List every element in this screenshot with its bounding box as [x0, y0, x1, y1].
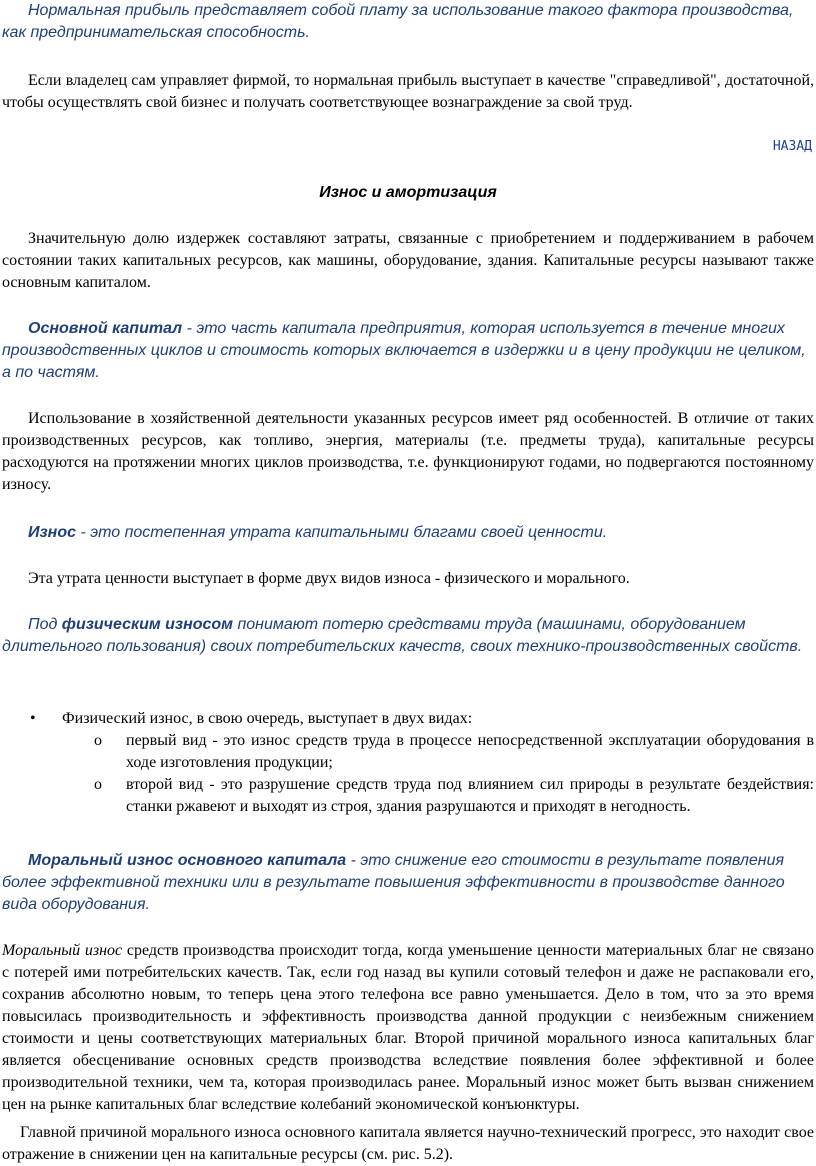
physical-wear-term: физическим износом	[61, 616, 234, 633]
wear-definition: Износ - это постепенная утрата капитальными благами своей ценности.	[28, 524, 608, 541]
section-heading: Износ и амортизация	[319, 184, 497, 201]
paragraph-two-kinds: Эта утрата ценности выступает в форме двух видов износа - физического и морального.	[28, 570, 630, 587]
physical-wear-definition: Под физическим износом понимают потерю средствами труда (машинами, оборудованием длительного пользования) своих потребительских качеств, своих технико-производственных свойств.	[2, 616, 803, 655]
paragraph-capital-costs: Значительную долю издержек составляют затраты, связанные с приобретением и поддерживанием в рабочем состоянии таких капитальных ресурсов, как машины, оборудование, здания. Капитальные ресурсы называют также основным капиталом.	[2, 230, 814, 291]
paragraph-moral-wear: Моральный износ средств производства происходит тогда, когда уменьшение ценности материальных благ не связано с потерей ими потребительских качеств. Так, если год назад вы купили сотовый телефон и даже не распаковали его, сохранив абсолютно новым, то теперь цена этого телефона все равно уменьшается. Дело в том, что за это время повысилась производительность и эффективность производства данной продукции с неизбежным снижением стоимости и цены соответствующих материальных благ. Второй причиной морального износа капитальных благ является обесценивание основных средств производства вследствие появления более эффективной и более производительной техники, чем та, которая производилась ранее. Моральный износ может быть вызван снижением цен на рынке капитальных благ вследствие колебаний экономической конъюнктуры.	[2, 942, 814, 1113]
paragraph-main-cause: Главной причиной морального износа основного капитала является научно-технический прогресс, это находит свое отражение в снижении цен на капитальные ресурсы (см. рис. 5.2).	[2, 1124, 814, 1163]
sub-list-item-text: первый вид - это износ средств труда в процессе непосредственной эксплуатации оборудования в ходе изготовления продукции;	[126, 732, 814, 771]
fixed-capital-term: Основной капитал	[28, 320, 183, 337]
back-link[interactable]: НАЗАД	[772, 139, 812, 154]
normal-profit-definition: Нормальная прибыль представляет собой плату за использование такого фактора производства, как предпринимательская способность.	[2, 2, 794, 41]
list-item-text: Физический износ, в свою очередь, выступает в двух видах:	[62, 710, 473, 727]
bullet-icon: •	[30, 710, 36, 727]
moral-wear-italic: Моральный износ	[2, 942, 123, 959]
paragraph-owner-profit: Если владелец сам управляет фирмой, то нормальная прибыль выступает в качестве "справедливой", достаточной, чтобы осуществлять свой бизнес и получать соответствующее вознаграждение за свой труд.	[2, 72, 814, 111]
moral-wear-definition: Моральный износ основного капитала - это снижение его стоимости в результате появления более эффективной техники или в результате повышения эффективности в производстве данного вида оборудования.	[2, 852, 785, 913]
wear-term: Износ	[28, 524, 77, 541]
moral-wear-term: Моральный износ основного капитала	[28, 852, 347, 869]
sub-list-item-text: второй вид - это разрушение средств труда под влиянием сил природы в результате бездействия: станки ржавеют и выходят из строя, здания разрушаются и приходят в негодность.	[126, 776, 814, 815]
fixed-capital-definition: Основной капитал - это часть капитала предприятия, которая используется в течение многих производственных циклов и стоимость которых включается в издержки и в цену продукции не целиком, а по частям.	[2, 320, 806, 381]
circle-bullet-icon: o	[94, 732, 102, 749]
circle-bullet-icon: o	[94, 776, 102, 793]
paragraph-resource-usage: Использование в хозяйственной деятельности указанных ресурсов имеет ряд особенностей. В отличие от таких производственных ресурсов, как топливо, энергия, материалы (т.е. предметы труда), капитальные ресурсы расходуются на протяжении многих циклов производства, т.е. функционируют годами, но подвергаются постоянному износу.	[2, 410, 814, 493]
